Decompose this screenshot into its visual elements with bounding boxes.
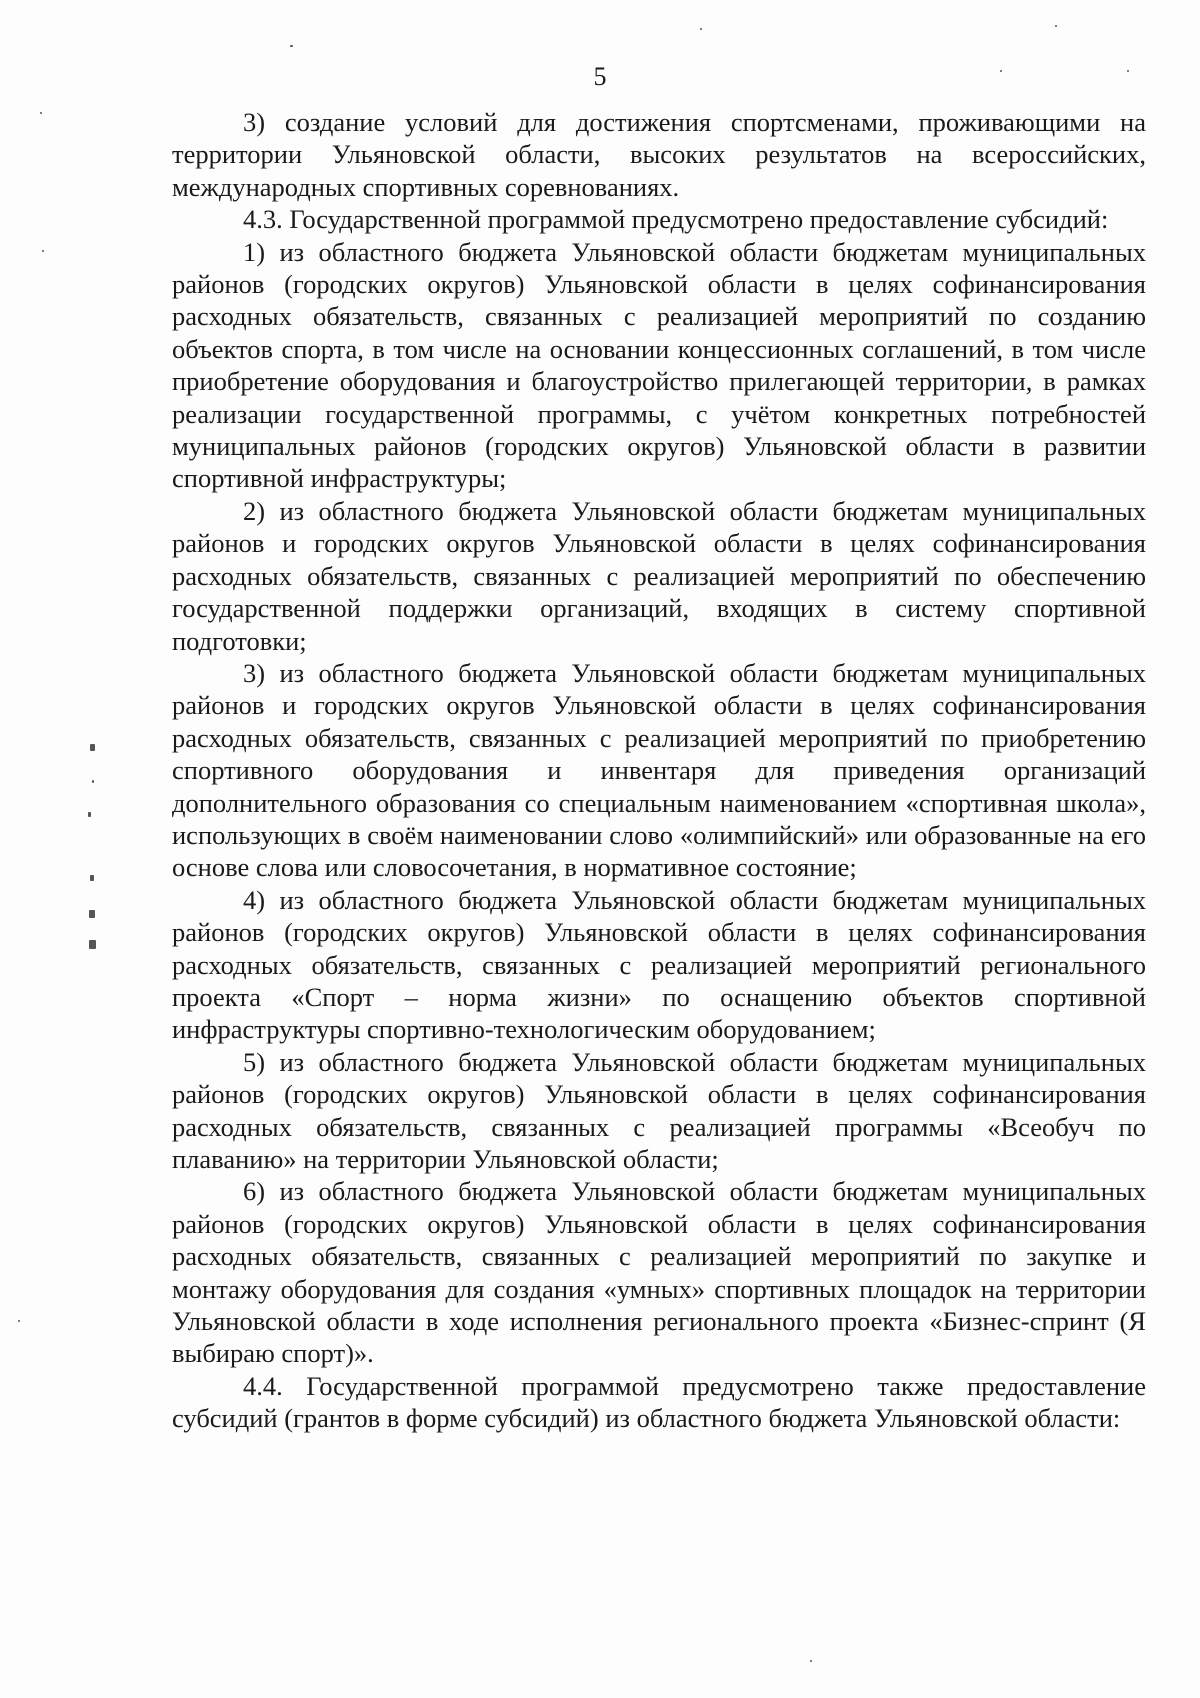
paragraph-item-3-conditions: 3) создание условий для достижения спортсменами, проживающими на территории Ульяновской области, высоких результатов на всероссийских, международных спортивных соревнованиях. bbox=[172, 107, 1146, 202]
scan-speck bbox=[40, 112, 42, 114]
scan-speck bbox=[18, 1320, 20, 1322]
scan-speck bbox=[89, 910, 95, 918]
scan-speck bbox=[42, 250, 44, 252]
paragraph-section-4-3: 4.3. Государственной программой предусмотрено предоставление субсидий: bbox=[243, 204, 1109, 235]
scan-speck bbox=[810, 1660, 812, 1662]
paragraph-subsidy-2: 2) из областного бюджета Ульяновской области бюджетам муниципальных районов и городских округов Ульяновской области в целях софинансирования расходных обязательств, связанных с реализацией мероприятий по обеспечению государственной поддержки организаций, входящих в систему спортивной подготовки; bbox=[172, 495, 1146, 656]
scan-speck bbox=[90, 744, 95, 751]
scan-speck bbox=[290, 45, 293, 47]
scan-speck bbox=[700, 28, 702, 30]
paragraph-subsidy-3: 3) из областного бюджета Ульяновской области бюджетам муниципальных районов и городских округов Ульяновской области в целях софинансирования расходных обязательств, связанных с реализацией мероприятий по приобретению спортивного оборудования и инвентаря для приведения организаций дополнительного образования со специальным наименованием «спортивная школа», использующих в своём наименовании слово «олимпийский» или образованные на его основе слова или словосочетания, в нормативное состояние; bbox=[172, 657, 1146, 883]
scan-speck bbox=[1000, 70, 1002, 72]
paragraph-subsidy-1: 1) из областного бюджета Ульяновской области бюджетам муниципальных районов (городских округов) Ульяновской области в целях софинансирования расходных обязательств, связанных с реализацией мероприятий по созданию объектов спорта, в том числе на основании концессионных соглашений, в том числе приобретение оборудования и благоустройство прилегающей территории, в рамках реализации государственной программы, с учётом конкретных потребностей муниципальных районов (городских округов) Ульяновской области в развитии спортивной инфраструктуры; bbox=[172, 236, 1146, 494]
scan-speck bbox=[1055, 25, 1057, 27]
paragraph-subsidy-5: 5) из областного бюджета Ульяновской области бюджетам муниципальных районов (городских округов) Ульяновской области в целях софинансирования расходных обязательств, связанных с реализацией программы «Всеобуч по плаванию» на территории Ульяновской области; bbox=[172, 1046, 1146, 1174]
scan-speck bbox=[1127, 70, 1129, 72]
paragraph-section-4-4: 4.4. Государственной программой предусмотрено также предоставление субсидий (грантов в форме субсидий) из областного бюджета Ульяновской области: bbox=[172, 1370, 1146, 1434]
page-number: 5 bbox=[593, 62, 607, 91]
scan-speck bbox=[89, 940, 96, 949]
paragraph-subsidy-6: 6) из областного бюджета Ульяновской области бюджетам муниципальных районов (городских округов) Ульяновской области в целях софинансирования расходных обязательств, связанных с реализацией мероприятий по закупке и монтажу оборудования для создания «умных» спортивных площадок на территории Ульяновской области в ходе исполнения регионального проекта «Бизнес-спринт (Я выбираю спорт)». bbox=[172, 1176, 1146, 1369]
scan-speck bbox=[88, 812, 91, 817]
scan-speck bbox=[90, 875, 94, 881]
document-body bbox=[172, 106, 1146, 1435]
paragraph-subsidy-4: 4) из областного бюджета Ульяновской области бюджетам муниципальных районов (городских округов) Ульяновской области в целях софинансирования расходных обязательств, связанных с реализацией мероприятий регионального проекта «Спорт – норма жизни» по оснащению объектов спортивной инфраструктуры спортивно-технологическим оборудованием; bbox=[172, 884, 1146, 1045]
scan-speck bbox=[92, 780, 94, 783]
